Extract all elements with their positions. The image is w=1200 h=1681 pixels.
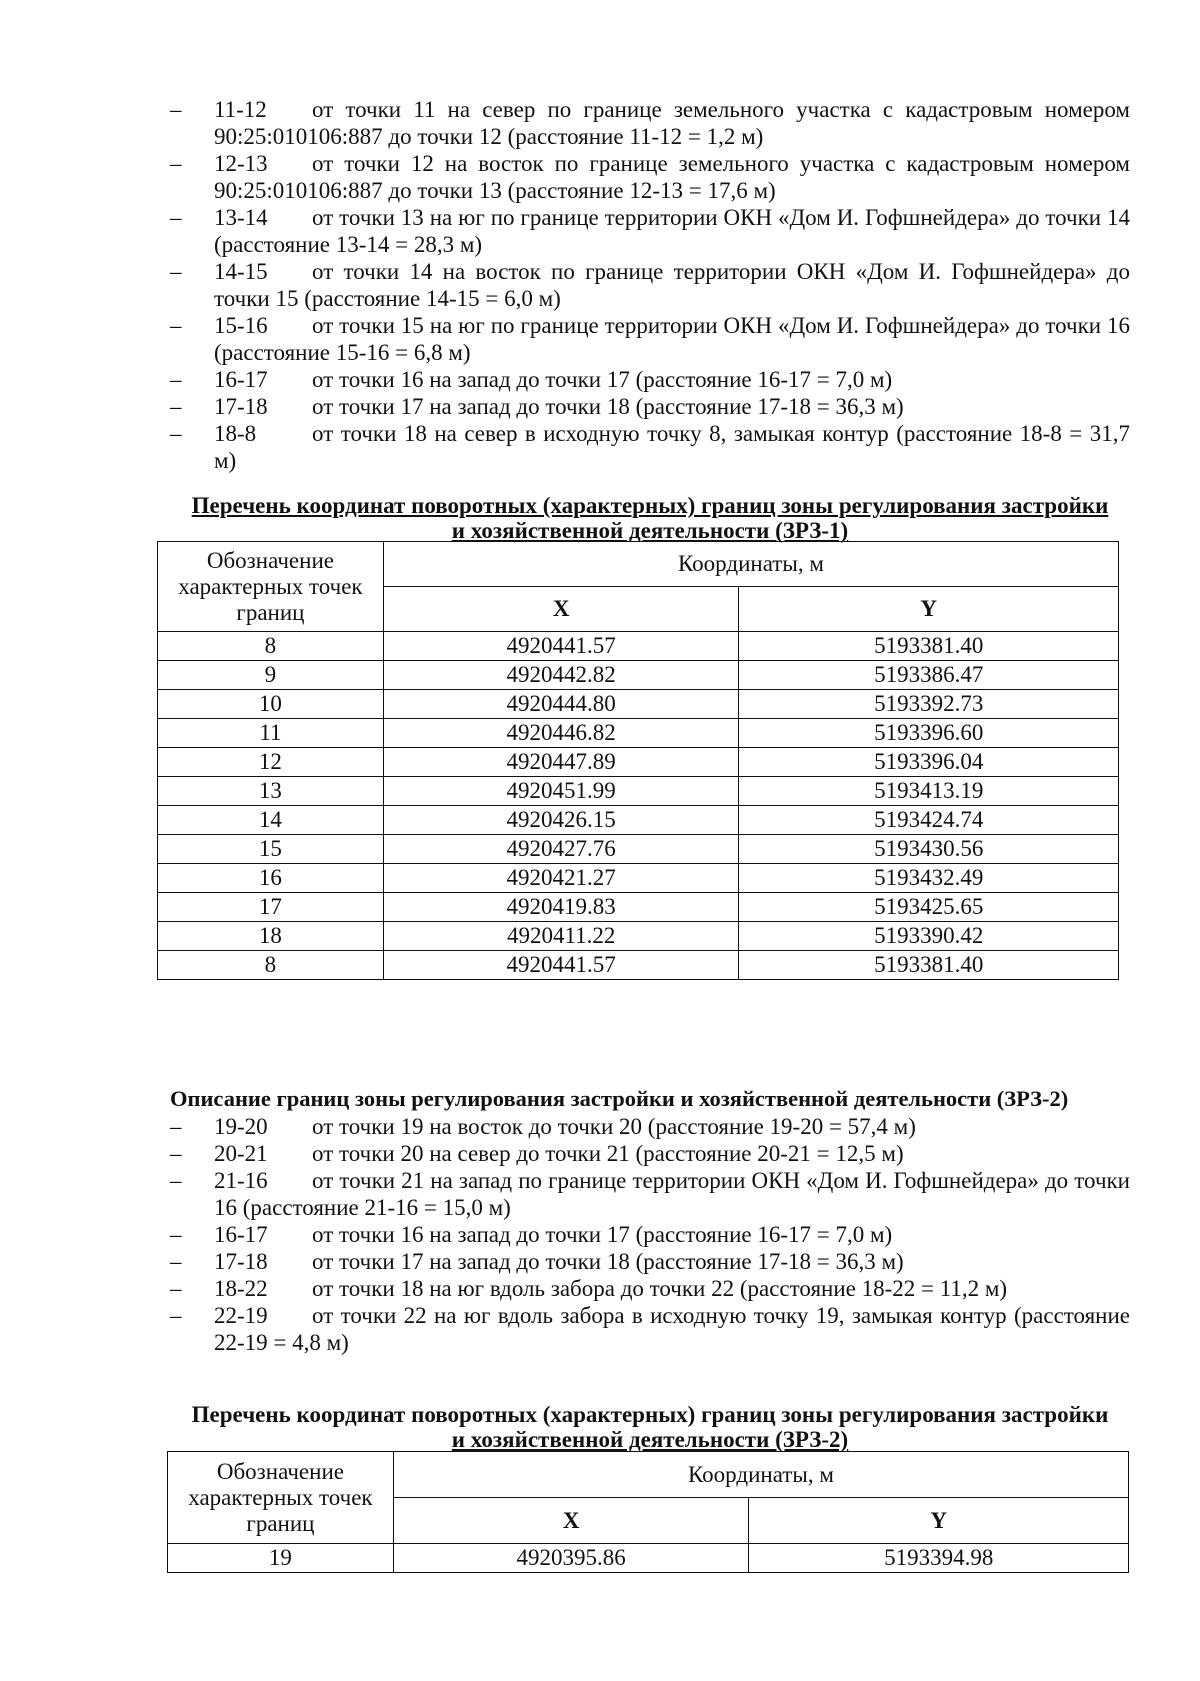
- segment-code: 19-20: [214, 1114, 268, 1139]
- table-row: [168, 1544, 1129, 1573]
- segment-description: от точки 16 на запад до точки 17 (расстояние 16-17 = 7,0 м): [312, 1222, 893, 1247]
- cell-x: 4920427.76: [383, 835, 739, 864]
- cell-x: 4920446.82: [383, 719, 739, 748]
- list-item-body: [214, 150, 1130, 204]
- segment-description: от точки 11 на север по границе земельного участка с кадастровым номером 90:25:010106:887 до точки 12 (расстояние 11-12 = 1,2 м): [214, 97, 1130, 149]
- list-dash: –: [170, 313, 182, 338]
- list-item-body: [214, 1248, 1130, 1275]
- table1-title-line2: и хозяйственной деятельности (ЗРЗ-1): [451, 518, 849, 543]
- segment-code: 18-22: [214, 1276, 268, 1301]
- cell-y: 5193430.56: [739, 835, 1119, 864]
- table-row: [158, 632, 1119, 661]
- table1-body: [158, 632, 1119, 980]
- segment-description: от точки 19 на восток до точки 20 (расстояние 19-20 = 57,4 м): [312, 1114, 916, 1139]
- table2-coordinates: [167, 1451, 1129, 1573]
- boundary-list-item: [170, 1221, 1130, 1248]
- cell-y: 5193394.98: [749, 1544, 1129, 1573]
- cell-y: 5193424.74: [739, 806, 1119, 835]
- list-dash: –: [170, 1222, 182, 1247]
- table1-title: [170, 493, 1130, 543]
- list-dash: –: [170, 1168, 182, 1193]
- segment-description: от точки 15 на юг по границе территории ОКН «Дом И. Гофшнейдера» до точки 16 (расстояние 15-16 = 6,8 м): [214, 313, 1130, 365]
- boundary-list-item: [170, 366, 1130, 393]
- list-dash: –: [170, 1114, 182, 1139]
- segment-description: от точки 14 на восток по границе территории ОКН «Дом И. Гофшнейдера» до точки 15 (расстояние 14-15 = 6,0 м): [214, 259, 1130, 311]
- table-row: [158, 864, 1119, 893]
- segment-code: 14-15: [214, 259, 268, 284]
- list-item-body: [214, 1302, 1130, 1356]
- segment-code: 18-8: [214, 421, 257, 446]
- cell-y: 5193386.47: [739, 661, 1119, 690]
- segment-description: от точки 17 на запад до точки 18 (расстояние 17-18 = 36,3 м): [312, 1249, 904, 1274]
- table-row: [158, 951, 1119, 980]
- list-item-body: [214, 420, 1130, 474]
- boundary-list-item: [170, 258, 1130, 312]
- list-item-body: [214, 312, 1130, 366]
- table-row: [158, 719, 1119, 748]
- cell-x: 4920395.86: [393, 1544, 749, 1573]
- cell-point: 17: [158, 893, 384, 922]
- cell-point: 9: [158, 661, 384, 690]
- segment-description: от точки 21 на запад по границе территории ОКН «Дом И. Гофшнейдера» до точки 16 (расстояние 21-16 = 15,0 м): [214, 1168, 1130, 1220]
- cell-x: 4920447.89: [383, 748, 739, 777]
- cell-y: 5193432.49: [739, 864, 1119, 893]
- cell-point: 10: [158, 690, 384, 719]
- list-item-body: [214, 1167, 1130, 1221]
- list-dash: –: [170, 1141, 182, 1166]
- segment-description: от точки 13 на юг по границе территории ОКН «Дом И. Гофшнейдера» до точки 14 (расстояние 13-14 = 28,3 м): [214, 205, 1130, 257]
- cell-x: 4920419.83: [383, 893, 739, 922]
- cell-y: 5193392.73: [739, 690, 1119, 719]
- table-row: [158, 835, 1119, 864]
- cell-x: 4920444.80: [383, 690, 739, 719]
- segment-code: 20-21: [214, 1141, 268, 1166]
- list-dash: –: [170, 421, 182, 446]
- list-dash: –: [170, 394, 182, 419]
- cell-y: 5193425.65: [739, 893, 1119, 922]
- table-row: [158, 777, 1119, 806]
- table1-coordinates: [157, 541, 1119, 980]
- table1-header-coords: Координаты, м: [383, 542, 1118, 587]
- boundary-list-item: [170, 393, 1130, 420]
- cell-y: 5193396.04: [739, 748, 1119, 777]
- boundary-list-item: [170, 420, 1130, 474]
- table-row: [158, 893, 1119, 922]
- boundary-list-item: [170, 1302, 1130, 1356]
- list-dash: –: [170, 1276, 182, 1301]
- list-item-body: [214, 1221, 1130, 1248]
- cell-y: 5193381.40: [739, 632, 1119, 661]
- segment-code: 16-17: [214, 1222, 268, 1247]
- list-item-body: [214, 1113, 1130, 1140]
- table-row: [158, 922, 1119, 951]
- table2-header-x: X: [393, 1498, 749, 1544]
- list-item-body: [214, 393, 1130, 420]
- segment-code: 17-18: [214, 394, 268, 419]
- segment-code: 16-17: [214, 367, 268, 392]
- cell-point: 11: [158, 719, 384, 748]
- list-item-body: [214, 204, 1130, 258]
- list-dash: –: [170, 151, 182, 176]
- list-dash: –: [170, 97, 182, 122]
- list-item-body: [214, 258, 1130, 312]
- table2-title: [170, 1402, 1130, 1452]
- segment-description: от точки 18 на юг вдоль забора до точки 22 (расстояние 18-22 = 11,2 м): [312, 1276, 1008, 1301]
- segment-description: от точки 16 на запад до точки 17 (расстояние 16-17 = 7,0 м): [312, 367, 893, 392]
- list-item-body: [214, 1140, 1130, 1167]
- cell-y: 5193381.40: [739, 951, 1119, 980]
- cell-x: 4920411.22: [383, 922, 739, 951]
- boundary-list-item: [170, 1248, 1130, 1275]
- segment-description: от точки 22 на юг вдоль забора в исходную точку 19, замыкая контур (расстояние 22-19 = 4,8 м): [214, 1303, 1130, 1355]
- cell-y: 5193390.42: [739, 922, 1119, 951]
- table2-title-line1: Перечень координат поворотных (характерных) границ зоны регулирования застройки: [191, 1402, 1109, 1427]
- table2-title-line2: и хозяйственной деятельности (ЗРЗ-2): [451, 1427, 849, 1452]
- boundary-list-item: [170, 1113, 1130, 1140]
- section2-title: Описание границ зоны регулирования застройки и хозяйственной деятельности (ЗРЗ-2): [170, 1086, 1069, 1111]
- table1-header-y: Y: [739, 587, 1119, 632]
- segment-description: от точки 12 на восток по границе земельного участка с кадастровым номером 90:25:010106:887 до точки 13 (расстояние 12-13 = 17,6 м): [214, 151, 1130, 203]
- table2-header-point: Обозначение характерных точек границ: [168, 1452, 394, 1544]
- list-item-body: [214, 96, 1130, 150]
- cell-y: 5193396.60: [739, 719, 1119, 748]
- cell-point: 16: [158, 864, 384, 893]
- list-dash: –: [170, 367, 182, 392]
- cell-x: 4920426.15: [383, 806, 739, 835]
- segment-code: 22-19: [214, 1303, 268, 1328]
- segment-description: от точки 17 на запад до точки 18 (расстояние 17-18 = 36,3 м): [312, 394, 904, 419]
- table-row: [158, 690, 1119, 719]
- table1-title-line1: Перечень координат поворотных (характерных) границ зоны регулирования застройки: [191, 493, 1109, 518]
- cell-point: 19: [168, 1544, 394, 1573]
- section2-boundary-list: [170, 1113, 1130, 1356]
- boundary-list-item: [170, 312, 1130, 366]
- segment-description: от точки 18 на север в исходную точку 8, замыкая контур (расстояние 18-8 = 31,7 м): [214, 421, 1130, 473]
- table-row: [158, 806, 1119, 835]
- boundary-list-item: [170, 1167, 1130, 1221]
- table1-header-x: X: [383, 587, 739, 632]
- cell-x: 4920441.57: [383, 632, 739, 661]
- table2-header-coords: Координаты, м: [393, 1452, 1128, 1498]
- list-dash: –: [170, 259, 182, 284]
- list-dash: –: [170, 1303, 182, 1328]
- segment-code: 13-14: [214, 205, 268, 230]
- cell-x: 4920451.99: [383, 777, 739, 806]
- segment-code: 15-16: [214, 313, 268, 338]
- list-item-body: [214, 1275, 1130, 1302]
- segment-code: 21-16: [214, 1168, 268, 1193]
- boundary-list-item: [170, 96, 1130, 150]
- boundary-list-item: [170, 204, 1130, 258]
- section1-boundary-list: [170, 96, 1130, 474]
- cell-point: 14: [158, 806, 384, 835]
- cell-point: 15: [158, 835, 384, 864]
- boundary-list-item: [170, 1140, 1130, 1167]
- cell-x: 4920421.27: [383, 864, 739, 893]
- list-item-body: [214, 366, 1130, 393]
- table-row: [158, 748, 1119, 777]
- cell-point: 18: [158, 922, 384, 951]
- cell-y: 5193413.19: [739, 777, 1119, 806]
- cell-point: 8: [158, 951, 384, 980]
- cell-x: 4920441.57: [383, 951, 739, 980]
- table-row: [158, 661, 1119, 690]
- boundary-list-item: [170, 150, 1130, 204]
- boundary-list-item: [170, 1275, 1130, 1302]
- table2-header-y: Y: [749, 1498, 1129, 1544]
- segment-code: 12-13: [214, 151, 268, 176]
- cell-x: 4920442.82: [383, 661, 739, 690]
- table1-header-point: Обозначение характерных точек границ: [158, 542, 384, 632]
- list-dash: –: [170, 205, 182, 230]
- segment-code: 17-18: [214, 1249, 268, 1274]
- cell-point: 12: [158, 748, 384, 777]
- segment-code: 11-12: [214, 97, 267, 122]
- list-dash: –: [170, 1249, 182, 1274]
- segment-description: от точки 20 на север до точки 21 (расстояние 20-21 = 12,5 м): [312, 1141, 904, 1166]
- cell-point: 8: [158, 632, 384, 661]
- table2-body: [168, 1544, 1129, 1573]
- cell-point: 13: [158, 777, 384, 806]
